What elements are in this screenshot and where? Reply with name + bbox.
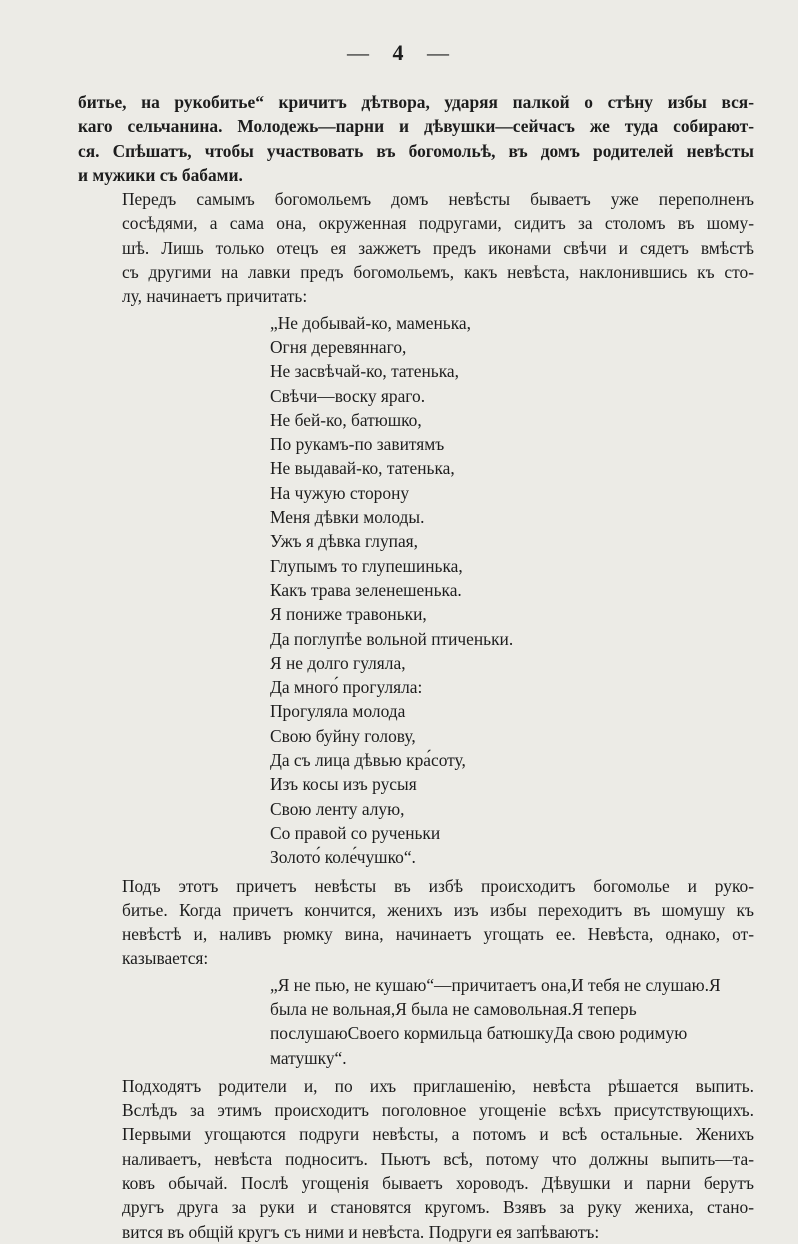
verse-line: Да свою родимую матушку“.: [270, 1023, 688, 1068]
verse-line: „Я не пью, не кушаю“—причитаетъ она,: [270, 974, 572, 995]
page-header: [0, 40, 798, 66]
verse-line: Я была не вольная,: [270, 974, 721, 1019]
text-line: и мужики съ бабами.: [78, 164, 243, 185]
verse-line: Со правой со рученьки: [270, 822, 441, 843]
text-line: вится въ общій кругъ съ ними и невѣста. Подруги ея запѣваютъ:: [122, 1221, 600, 1242]
page-number: 4: [392, 40, 406, 65]
paragraph-3: [78, 874, 754, 971]
verse-lament-2: [270, 973, 754, 1070]
paragraph-2: [78, 187, 754, 308]
text-line: Передъ самымъ богомольемъ домъ невѣсты бываетъ уже переполненъ: [122, 189, 754, 210]
verse-line: Я не долго гуляла,: [270, 652, 406, 673]
verse-line: Меня дѣвки молоды.: [270, 507, 425, 528]
verse-line: „Не добывай-ко, маменька,: [270, 312, 471, 333]
verse-line: Своего кормильца батюшку: [347, 1023, 554, 1044]
text-line: битье, на рукобитье“ кричитъ дѣтвора, ударяя палкой о стѣну избы вся-: [78, 92, 754, 112]
verse-line: По рукамъ-по завитямъ: [270, 434, 445, 455]
verse-line: Я теперь послушаю: [270, 998, 637, 1044]
paragraph-4: [78, 1074, 754, 1244]
text-line: каго сельчанина. Молодежь—парни и дѣвушки—сейчасъ же туда собирают-: [78, 116, 754, 137]
verse-line: Да много́ прогуляла:: [270, 677, 423, 698]
text-line: наливаетъ, невѣста подноситъ. Пьютъ всѣ, потому что должны выпить—та-: [122, 1148, 754, 1169]
verse-line: Изъ косы изъ русыя: [270, 774, 417, 795]
verse-line: Прогуляла молода: [270, 701, 406, 722]
verse-line: Свою ленту алую,: [270, 798, 405, 819]
verse-line: Не выдавай-ко, татенька,: [270, 458, 455, 479]
text-line: Подходятъ родители и, по ихъ приглашенію, невѣста рѣшается выпить.: [122, 1075, 754, 1096]
verse-line: Золото́ коле́чушко“.: [270, 847, 416, 868]
paragraph-1: [78, 90, 754, 187]
text-line: съ другими на лавки предъ богомольемъ, какъ невѣста, наклонившись къ сто-: [122, 262, 754, 283]
verse-lament-1: [270, 311, 754, 870]
verse-line: Свѣчи—воску яраго.: [270, 385, 426, 406]
text-line: сосѣдями, а сама она, окруженная подругами, сидитъ за столомъ въ шому-: [122, 213, 754, 234]
verse-line: Я пониже травоньки,: [270, 604, 427, 625]
verse-line: Ужъ я дѣвка глупая,: [270, 531, 419, 552]
body-text: [78, 90, 754, 1244]
header-dash-right: —: [427, 40, 451, 65]
verse-line: Да поглупѣе вольной птиченьки.: [270, 628, 514, 649]
verse-line: И тебя не слушаю.: [571, 974, 709, 995]
verse-line: Я была не самовольная.: [395, 998, 572, 1019]
text-line: Первыми угощаются подруги невѣсты, а потомъ и всѣ остальные. Женихъ: [122, 1124, 754, 1145]
verse-line: Не бей-ко, батюшко,: [270, 409, 422, 430]
text-line: шѣ. Лишь только отецъ ея зажжетъ предъ иконами свѣчи и сядетъ вмѣстѣ: [122, 237, 754, 258]
text-line: битье. Когда причетъ кончится, женихъ изъ избы переходитъ въ шомушу къ: [122, 899, 754, 920]
verse-line: Какъ трава зеленешенька.: [270, 579, 462, 600]
verse-line: Глупымъ то глупешинька,: [270, 555, 463, 576]
text-line: Подъ этотъ причетъ невѣсты въ избѣ происходитъ богомолье и руко-: [122, 875, 754, 896]
text-line: Вслѣдъ за этимъ происходитъ поголовное угощеніе всѣхъ присутствующихъ.: [122, 1100, 754, 1121]
header-dash-left: —: [347, 40, 371, 65]
text-line: ся. Спѣшатъ, чтобы участвовать въ богомольѣ, въ домъ родителей невѣсты: [78, 140, 754, 161]
text-line: невѣстѣ и, наливъ рюмку вина, начинаетъ угощать ее. Невѣста, однако, от-: [122, 924, 754, 945]
verse-line: Да съ лица дѣвью кра́соту,: [270, 750, 466, 771]
text-line: ковъ обычай. Послѣ угощенія бываетъ хороводъ. Дѣвушки и парни берутъ: [122, 1173, 754, 1194]
verse-line: Огня деревяннаго,: [270, 336, 407, 357]
verse-line: Свою буйну голову,: [270, 725, 416, 746]
verse-line: На чужую сторону: [270, 482, 410, 503]
text-line: другъ друга за руки и становятся кругомъ. Взявъ за руку жениха, стано-: [122, 1197, 754, 1218]
text-line: лу, начинаетъ причитать:: [122, 286, 308, 307]
text-line: казывается:: [122, 948, 209, 969]
verse-line: Не засвѣчай-ко, татенька,: [270, 361, 459, 382]
